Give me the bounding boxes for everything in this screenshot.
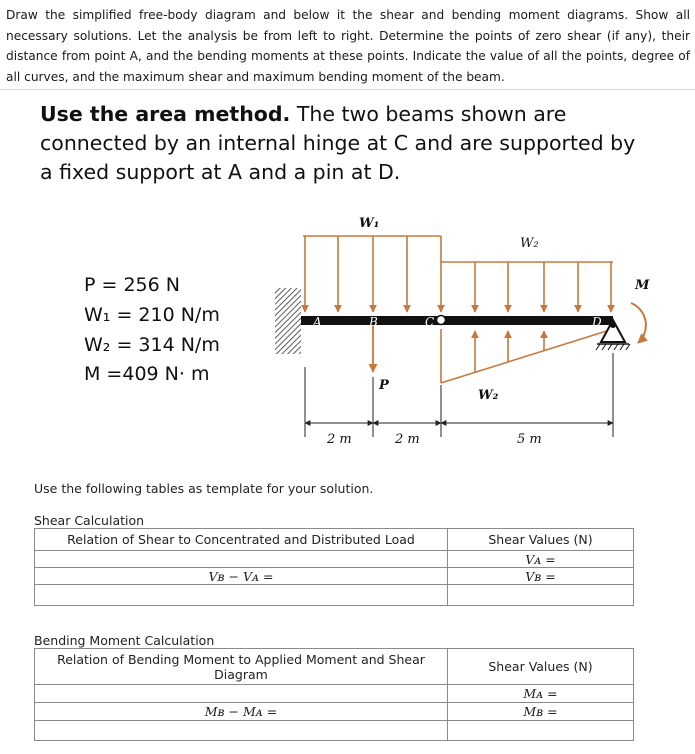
label-c: C <box>425 315 435 329</box>
divider <box>0 89 695 90</box>
label-p: P <box>379 378 389 393</box>
moment-ma: Mᴀ = <box>448 685 634 703</box>
method-bold-text: Use the area method. <box>40 102 291 126</box>
label-b: B <box>369 315 378 329</box>
dim-cd: 5 m <box>517 432 542 447</box>
shear-va: Vᴀ = <box>448 551 634 568</box>
dim-bc: 2 m <box>395 432 420 447</box>
shear-empty-cell[interactable] <box>35 585 448 606</box>
label-a: A <box>313 315 322 329</box>
problem-statement <box>40 100 640 187</box>
dimension-lines <box>305 353 613 437</box>
beam <box>301 316 613 325</box>
shear-empty-cell[interactable] <box>35 551 448 568</box>
shear-col-relation: Relation of Shear to Concentrated and Distributed Load <box>35 529 448 551</box>
w2-distributed-load <box>441 262 613 312</box>
fixed-support <box>275 288 301 354</box>
shear-relation-row: Vʙ − Vᴀ = <box>35 568 448 585</box>
template-note: Use the following tables as template for your solution. <box>34 481 374 496</box>
label-w2-top: W₂ <box>520 236 539 251</box>
moment-empty-cell[interactable] <box>35 685 448 703</box>
hinge-c <box>437 316 446 325</box>
given-w1: W₁ = 210 N/m <box>84 304 220 326</box>
label-w2-bottom: W₂ <box>478 388 499 403</box>
given-p: P = 256 N <box>84 274 180 296</box>
instructions-paragraph: Draw the simplified free-body diagram and below it the shear and bending moment diagrams. Show all necessary solutions. Let the analysis be from left to right. Determine the points of zero shear (if any), their distance from point A, and the bending moments at these points. Indicate the value of all the points, degree of all curves, and the maximum shear and maximum bending moment of the beam. <box>6 8 690 84</box>
w2-triangular-load <box>441 329 613 383</box>
moment-title: Bending Moment Calculation <box>34 633 215 648</box>
shear-vb: Vʙ = <box>448 568 634 585</box>
moment-col-values: Shear Values (N) <box>448 649 634 685</box>
moment-relation-row: Mʙ − Mᴀ = <box>35 703 448 721</box>
shear-title: Shear Calculation <box>34 513 145 528</box>
given-m: M =409 N· m <box>84 363 210 385</box>
moment-mb: Mʙ = <box>448 703 634 721</box>
shear-empty-cell[interactable] <box>448 585 634 606</box>
beam-diagram <box>255 205 675 455</box>
dim-ab: 2 m <box>327 432 352 447</box>
label-d: D <box>592 315 602 329</box>
w1-distributed-load <box>303 236 441 312</box>
problem-text: The two beams shown are connected by an internal hinge at C and are supported by a fixed support at A and a pin at D. <box>40 102 636 184</box>
label-m: M <box>635 278 650 293</box>
moment-arrow <box>631 303 646 343</box>
shear-col-values: Shear Values (N) <box>448 529 634 551</box>
moment-col-relation: Relation of Bending Moment to Applied Moment and Shear Diagram <box>35 649 448 685</box>
moment-empty-cell[interactable] <box>448 721 634 741</box>
shear-table <box>34 528 634 606</box>
label-w1: W₁ <box>359 216 380 231</box>
moment-empty-cell[interactable] <box>35 721 448 741</box>
moment-table <box>34 648 634 741</box>
given-w2: W₂ = 314 N/m <box>84 334 220 356</box>
